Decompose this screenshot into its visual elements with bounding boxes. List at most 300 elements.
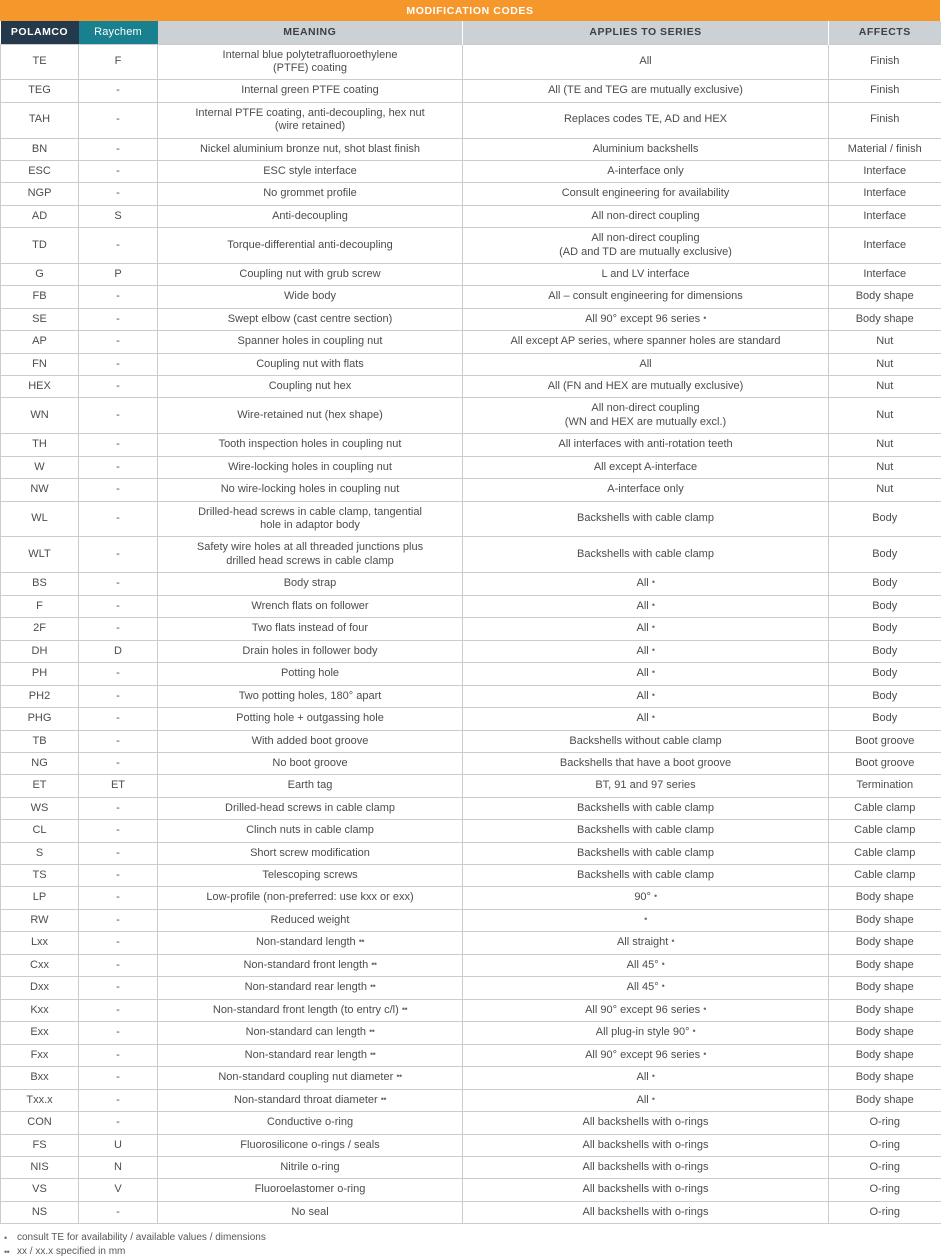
cell-applies-to-series: Backshells with cable clamp (463, 842, 829, 864)
cell-affects: Nut (829, 398, 941, 434)
cell-applies-to-series: All • (463, 595, 829, 617)
table-row (1, 730, 941, 752)
cell-polamco-code: LP (1, 887, 79, 909)
cell-meaning: Potting hole + outgassing hole (158, 708, 463, 730)
cell-affects: Interface (829, 160, 941, 182)
cell-affects: Material / finish (829, 138, 941, 160)
table-row (1, 573, 941, 595)
cell-affects: Interface (829, 183, 941, 205)
cell-applies-to-series: All 90° except 96 series • (463, 1044, 829, 1066)
cell-meaning: Reduced weight (158, 909, 463, 931)
cell-meaning: Non-standard rear length •• (158, 1044, 463, 1066)
cell-affects: Body shape (829, 308, 941, 330)
cell-applies-to-series: BT, 91 and 97 series (463, 775, 829, 797)
cell-raychem-code: - (79, 820, 158, 842)
table-row (1, 864, 941, 886)
cell-polamco-code: TD (1, 228, 79, 264)
cell-raychem-code: S (79, 205, 158, 227)
cell-applies-to-series: All except AP series, where spanner holes are standard (463, 331, 829, 353)
cell-applies-to-series: All (TE and TEG are mutually exclusive) (463, 80, 829, 102)
cell-meaning: No grommet profile (158, 183, 463, 205)
table-body (1, 44, 941, 1224)
cell-affects: Boot groove (829, 730, 941, 752)
cell-raychem-code: - (79, 842, 158, 864)
cell-applies-to-series: All except A-interface (463, 456, 829, 478)
cell-meaning: Swept elbow (cast centre section) (158, 308, 463, 330)
cell-meaning: ESC style interface (158, 160, 463, 182)
cell-raychem-code: - (79, 887, 158, 909)
cell-affects: Finish (829, 102, 941, 138)
cell-polamco-code: S (1, 842, 79, 864)
page-title-bar (0, 0, 940, 21)
table-row (1, 205, 941, 227)
cell-raychem-code: - (79, 353, 158, 375)
footnote-marker-single: • (703, 1048, 706, 1059)
footnote-marker-single: • (651, 577, 655, 588)
cell-applies-to-series: Aluminium backshells (463, 138, 829, 160)
footnote-marker: •• (4, 1246, 10, 1257)
cell-polamco-code: Dxx (1, 977, 79, 999)
cell-meaning: No wire-locking holes in coupling nut (158, 479, 463, 501)
cell-raychem-code: - (79, 1089, 158, 1111)
cell-raychem-code: - (79, 398, 158, 434)
cell-polamco-code: NGP (1, 183, 79, 205)
cell-raychem-code: - (79, 977, 158, 999)
footnote-marker-single: • (651, 1093, 655, 1104)
table-row (1, 434, 941, 456)
footnote-marker-double: •• (370, 1048, 376, 1059)
cell-affects: Interface (829, 263, 941, 285)
cell-applies-to-series: All 45° • (463, 977, 829, 999)
table-row (1, 160, 941, 182)
cell-meaning: Fluoroelastomer o-ring (158, 1179, 463, 1201)
cell-polamco-code: Lxx (1, 932, 79, 954)
cell-polamco-code: Txx.x (1, 1089, 79, 1111)
footnote-row (4, 1231, 940, 1245)
cell-meaning: Tooth inspection holes in coupling nut (158, 434, 463, 456)
table-row (1, 331, 941, 353)
cell-raychem-code: - (79, 286, 158, 308)
cell-polamco-code: NW (1, 479, 79, 501)
cell-raychem-code: - (79, 160, 158, 182)
cell-polamco-code: FS (1, 1134, 79, 1156)
cell-raychem-code: - (79, 663, 158, 685)
footnote-marker-double: •• (369, 1026, 375, 1037)
cell-raychem-code: - (79, 102, 158, 138)
cell-meaning: Non-standard throat diameter •• (158, 1089, 463, 1111)
cell-raychem-code: - (79, 1201, 158, 1223)
footnote-marker-double: •• (380, 1093, 387, 1104)
table-row (1, 102, 941, 138)
cell-meaning: Coupling nut with flats (158, 353, 463, 375)
cell-polamco-code: Kxx (1, 999, 79, 1021)
cell-affects: Nut (829, 456, 941, 478)
cell-raychem-code: - (79, 308, 158, 330)
cell-polamco-code: HEX (1, 376, 79, 398)
cell-polamco-code: TE (1, 44, 79, 80)
footnote-marker-double: •• (396, 1071, 402, 1082)
cell-meaning: Internal green PTFE coating (158, 80, 463, 102)
column-header-meaning: MEANING (158, 21, 463, 44)
table-row (1, 887, 941, 909)
table-row (1, 138, 941, 160)
cell-applies-to-series: All • (463, 573, 829, 595)
cell-affects: Body shape (829, 1089, 941, 1111)
cell-raychem-code: - (79, 595, 158, 617)
cell-applies-to-series: Backshells without cable clamp (463, 730, 829, 752)
cell-meaning: Non-standard front length (to entry c/l) •• (158, 999, 463, 1021)
table-row (1, 1067, 941, 1089)
cell-applies-to-series: Backshells with cable clamp (463, 501, 829, 537)
cell-polamco-code: TB (1, 730, 79, 752)
cell-affects: Body shape (829, 932, 941, 954)
cell-applies-to-series: All 90° except 96 series • (463, 999, 829, 1021)
cell-applies-to-series: All • (463, 618, 829, 640)
cell-raychem-code: - (79, 456, 158, 478)
cell-applies-to-series: Backshells with cable clamp (463, 820, 829, 842)
table-row (1, 537, 941, 573)
cell-polamco-code: BS (1, 573, 79, 595)
cell-applies-to-series: All (FN and HEX are mutually exclusive) (463, 376, 829, 398)
table-row (1, 932, 941, 954)
cell-applies-to-series: All • (463, 640, 829, 662)
cell-meaning: Anti-decoupling (158, 205, 463, 227)
table-row (1, 183, 941, 205)
cell-meaning: Drilled-head screws in cable clamp, tangential hole in adaptor body (158, 501, 463, 537)
cell-polamco-code: SE (1, 308, 79, 330)
cell-applies-to-series: A-interface only (463, 479, 829, 501)
footnote-marker-single: • (651, 667, 655, 678)
footnote-marker-single: • (703, 1003, 706, 1014)
cell-raychem-code: - (79, 618, 158, 640)
cell-raychem-code: - (79, 1067, 158, 1089)
cell-meaning: Fluorosilicone o-rings / seals (158, 1134, 463, 1156)
table-row (1, 501, 941, 537)
cell-polamco-code: TEG (1, 80, 79, 102)
cell-polamco-code: AP (1, 331, 79, 353)
cell-applies-to-series: All backshells with o-rings (463, 1134, 829, 1156)
cell-raychem-code: - (79, 864, 158, 886)
cell-affects: Cable clamp (829, 842, 941, 864)
cell-affects: Body (829, 685, 941, 707)
table-row (1, 1201, 941, 1223)
cell-polamco-code: FB (1, 286, 79, 308)
cell-affects: Cable clamp (829, 797, 941, 819)
table-row (1, 797, 941, 819)
cell-applies-to-series: All plug-in style 90° • (463, 1022, 829, 1044)
cell-affects: Body shape (829, 954, 941, 976)
cell-raychem-code: - (79, 909, 158, 931)
cell-affects: Body shape (829, 999, 941, 1021)
cell-applies-to-series: Replaces codes TE, AD and HEX (463, 102, 829, 138)
cell-raychem-code: - (79, 708, 158, 730)
cell-affects: Finish (829, 44, 941, 80)
table-row (1, 398, 941, 434)
cell-raychem-code: - (79, 1112, 158, 1134)
cell-meaning: Wire-locking holes in coupling nut (158, 456, 463, 478)
cell-raychem-code: V (79, 1179, 158, 1201)
cell-second-line: (wire retained) (274, 120, 346, 133)
cell-raychem-code: - (79, 138, 158, 160)
cell-applies-to-series: All • (463, 1089, 829, 1111)
cell-meaning: Drain holes in follower body (158, 640, 463, 662)
footnote-marker-single: • (661, 981, 665, 992)
cell-meaning: With added boot groove (158, 730, 463, 752)
cell-meaning: Non-standard coupling nut diameter •• (158, 1067, 463, 1089)
cell-raychem-code: U (79, 1134, 158, 1156)
cell-second-line: drilled head screws in cable clamp (226, 554, 394, 567)
table-row (1, 775, 941, 797)
table-row (1, 1044, 941, 1066)
cell-applies-to-series: A-interface only (463, 160, 829, 182)
cell-affects: Cable clamp (829, 820, 941, 842)
cell-applies-to-series: Backshells with cable clamp (463, 864, 829, 886)
cell-affects: Finish (829, 80, 941, 102)
cell-meaning: Non-standard front length •• (158, 954, 463, 976)
table-row (1, 376, 941, 398)
table-header (1, 21, 941, 44)
cell-applies-to-series: Backshells with cable clamp (463, 537, 829, 573)
cell-affects: Interface (829, 205, 941, 227)
table-row (1, 999, 941, 1021)
table-row (1, 456, 941, 478)
column-header-applies-to-series: APPLIES TO SERIES (463, 21, 829, 44)
footnote-marker-single: • (703, 312, 706, 323)
table-row (1, 708, 941, 730)
cell-raychem-code: D (79, 640, 158, 662)
cell-raychem-code: - (79, 228, 158, 264)
table-row (1, 353, 941, 375)
modification-codes-table (0, 21, 941, 1224)
table-row (1, 1022, 941, 1044)
cell-affects: Nut (829, 479, 941, 501)
cell-affects: Body (829, 640, 941, 662)
cell-affects: O-ring (829, 1112, 941, 1134)
cell-affects: Body shape (829, 909, 941, 931)
cell-applies-to-series: All • (463, 708, 829, 730)
cell-affects: Interface (829, 228, 941, 264)
cell-polamco-code: ET (1, 775, 79, 797)
footnotes (0, 1231, 940, 1258)
cell-affects: Body (829, 573, 941, 595)
page-title: MODIFICATION CODES (406, 4, 534, 17)
table-row (1, 1089, 941, 1111)
cell-applies-to-series: All – consult engineering for dimensions (463, 286, 829, 308)
cell-polamco-code: RW (1, 909, 79, 931)
cell-polamco-code: NS (1, 1201, 79, 1223)
table-row (1, 308, 941, 330)
cell-raychem-code: - (79, 501, 158, 537)
cell-polamco-code: TAH (1, 102, 79, 138)
cell-raychem-code: - (79, 183, 158, 205)
footnote-marker-single: • (644, 913, 647, 924)
cell-meaning: Coupling nut hex (158, 376, 463, 398)
cell-polamco-code: DH (1, 640, 79, 662)
cell-applies-to-series (463, 909, 829, 931)
cell-applies-to-series: 90° • (463, 887, 829, 909)
column-header-polamco: POLAMCO (1, 21, 79, 44)
cell-polamco-code: Exx (1, 1022, 79, 1044)
cell-affects: Body shape (829, 977, 941, 999)
cell-applies-to-series: All • (463, 685, 829, 707)
cell-raychem-code: F (79, 44, 158, 80)
cell-raychem-code: - (79, 537, 158, 573)
cell-affects: Body shape (829, 1067, 941, 1089)
cell-meaning: Internal PTFE coating, anti-decoupling, hex nut (wire retained) (158, 102, 463, 138)
cell-meaning: Nickel aluminium bronze nut, shot blast finish (158, 138, 463, 160)
cell-meaning: Wide body (158, 286, 463, 308)
cell-raychem-code: - (79, 999, 158, 1021)
footnote-marker-double: •• (370, 981, 376, 992)
cell-polamco-code: WS (1, 797, 79, 819)
cell-meaning: Telescoping screws (158, 864, 463, 886)
cell-affects: Body (829, 708, 941, 730)
footnote-marker: • (4, 1233, 7, 1244)
table-row (1, 977, 941, 999)
cell-raychem-code: - (79, 434, 158, 456)
cell-meaning: Internal blue polytetrafluoroethylene (PTFE) coating (158, 44, 463, 80)
cell-affects: O-ring (829, 1157, 941, 1179)
cell-meaning: Low-profile (non-preferred: use kxx or exx) (158, 887, 463, 909)
footnote-text: consult TE for availability / available values / dimensions (17, 1232, 266, 1244)
cell-raychem-code: N (79, 1157, 158, 1179)
cell-meaning: Nitrile o-ring (158, 1157, 463, 1179)
footnote-marker-double: •• (401, 1003, 408, 1014)
cell-raychem-code: - (79, 932, 158, 954)
table-row (1, 663, 941, 685)
cell-meaning: Short screw modification (158, 842, 463, 864)
footnote-marker-single: • (651, 599, 655, 610)
cell-meaning: Coupling nut with grub screw (158, 263, 463, 285)
cell-meaning: Drilled-head screws in cable clamp (158, 797, 463, 819)
cell-affects: Nut (829, 331, 941, 353)
cell-second-line: hole in adaptor body (260, 518, 360, 531)
cell-affects: Body (829, 537, 941, 573)
cell-raychem-code: - (79, 573, 158, 595)
cell-affects: Boot groove (829, 752, 941, 774)
cell-polamco-code: Fxx (1, 1044, 79, 1066)
table-row (1, 1112, 941, 1134)
cell-applies-to-series: All non-direct coupling (463, 205, 829, 227)
table-row (1, 595, 941, 617)
cell-polamco-code: TS (1, 864, 79, 886)
cell-polamco-code: NIS (1, 1157, 79, 1179)
cell-applies-to-series: All straight • (463, 932, 829, 954)
cell-affects: Body (829, 663, 941, 685)
cell-meaning: No seal (158, 1201, 463, 1223)
cell-applies-to-series: All non-direct coupling (AD and TD are mutually exclusive) (463, 228, 829, 264)
table-row (1, 80, 941, 102)
cell-meaning: Wire-retained nut (hex shape) (158, 398, 463, 434)
cell-applies-to-series: All non-direct coupling (WN and HEX are mutually excl.) (463, 398, 829, 434)
cell-polamco-code: PH (1, 663, 79, 685)
table-row (1, 752, 941, 774)
cell-raychem-code: - (79, 80, 158, 102)
table-row (1, 1179, 941, 1201)
cell-polamco-code: CON (1, 1112, 79, 1134)
cell-applies-to-series: Backshells with cable clamp (463, 797, 829, 819)
cell-affects: Cable clamp (829, 864, 941, 886)
footnote-marker-single: • (651, 644, 655, 655)
cell-applies-to-series: Backshells that have a boot groove (463, 752, 829, 774)
cell-raychem-code: - (79, 1022, 158, 1044)
cell-polamco-code: TH (1, 434, 79, 456)
cell-affects: Nut (829, 353, 941, 375)
cell-affects: Body (829, 618, 941, 640)
cell-applies-to-series: All (463, 353, 829, 375)
cell-affects: Nut (829, 434, 941, 456)
cell-polamco-code: BN (1, 138, 79, 160)
cell-polamco-code: 2F (1, 618, 79, 640)
cell-applies-to-series: All • (463, 1067, 829, 1089)
cell-polamco-code: PHG (1, 708, 79, 730)
footnote-text: xx / xx.x specified in mm (17, 1245, 126, 1257)
cell-affects: Termination (829, 775, 941, 797)
table-row (1, 820, 941, 842)
cell-applies-to-series: L and LV interface (463, 263, 829, 285)
cell-meaning: Body strap (158, 573, 463, 595)
cell-polamco-code: F (1, 595, 79, 617)
cell-polamco-code: ESC (1, 160, 79, 182)
cell-affects: Body shape (829, 1044, 941, 1066)
cell-meaning: Non-standard length •• (158, 932, 463, 954)
cell-second-line: (PTFE) coating (273, 61, 347, 74)
cell-raychem-code: - (79, 685, 158, 707)
cell-affects: Body (829, 595, 941, 617)
cell-affects: O-ring (829, 1134, 941, 1156)
cell-meaning: Two flats instead of four (158, 618, 463, 640)
cell-meaning: Wrench flats on follower (158, 595, 463, 617)
cell-applies-to-series: All backshells with o-rings (463, 1157, 829, 1179)
cell-applies-to-series: All • (463, 663, 829, 685)
footnote-marker-single: • (651, 712, 655, 723)
table-row (1, 909, 941, 931)
table-row (1, 954, 941, 976)
footnote-marker-single: • (661, 958, 665, 969)
cell-applies-to-series: All 90° except 96 series • (463, 308, 829, 330)
footnote-marker-single: • (654, 891, 657, 902)
cell-raychem-code: - (79, 797, 158, 819)
cell-polamco-code: W (1, 456, 79, 478)
cell-polamco-code: VS (1, 1179, 79, 1201)
cell-affects: Body shape (829, 1022, 941, 1044)
cell-meaning: Torque-differential anti-decoupling (158, 228, 463, 264)
cell-meaning: Safety wire holes at all threaded junctions plus drilled head screws in cable clamp (158, 537, 463, 573)
table-row (1, 640, 941, 662)
cell-meaning: Clinch nuts in cable clamp (158, 820, 463, 842)
cell-affects: Body shape (829, 887, 941, 909)
cell-raychem-code: - (79, 752, 158, 774)
footnote-marker-double: •• (358, 936, 365, 947)
footnote-marker-single: • (651, 622, 655, 633)
cell-raychem-code: - (79, 331, 158, 353)
cell-raychem-code: ET (79, 775, 158, 797)
table-row (1, 842, 941, 864)
cell-second-line: (WN and HEX are mutually excl.) (564, 415, 727, 428)
cell-polamco-code: Bxx (1, 1067, 79, 1089)
table-row (1, 618, 941, 640)
table-row (1, 44, 941, 80)
cell-meaning: Non-standard rear length •• (158, 977, 463, 999)
table-row (1, 263, 941, 285)
cell-affects: Body shape (829, 286, 941, 308)
cell-polamco-code: WLT (1, 537, 79, 573)
cell-meaning: Spanner holes in coupling nut (158, 331, 463, 353)
cell-applies-to-series: All backshells with o-rings (463, 1112, 829, 1134)
cell-applies-to-series: All backshells with o-rings (463, 1201, 829, 1223)
footnote-marker-single: • (651, 689, 655, 700)
cell-raychem-code: - (79, 1044, 158, 1066)
